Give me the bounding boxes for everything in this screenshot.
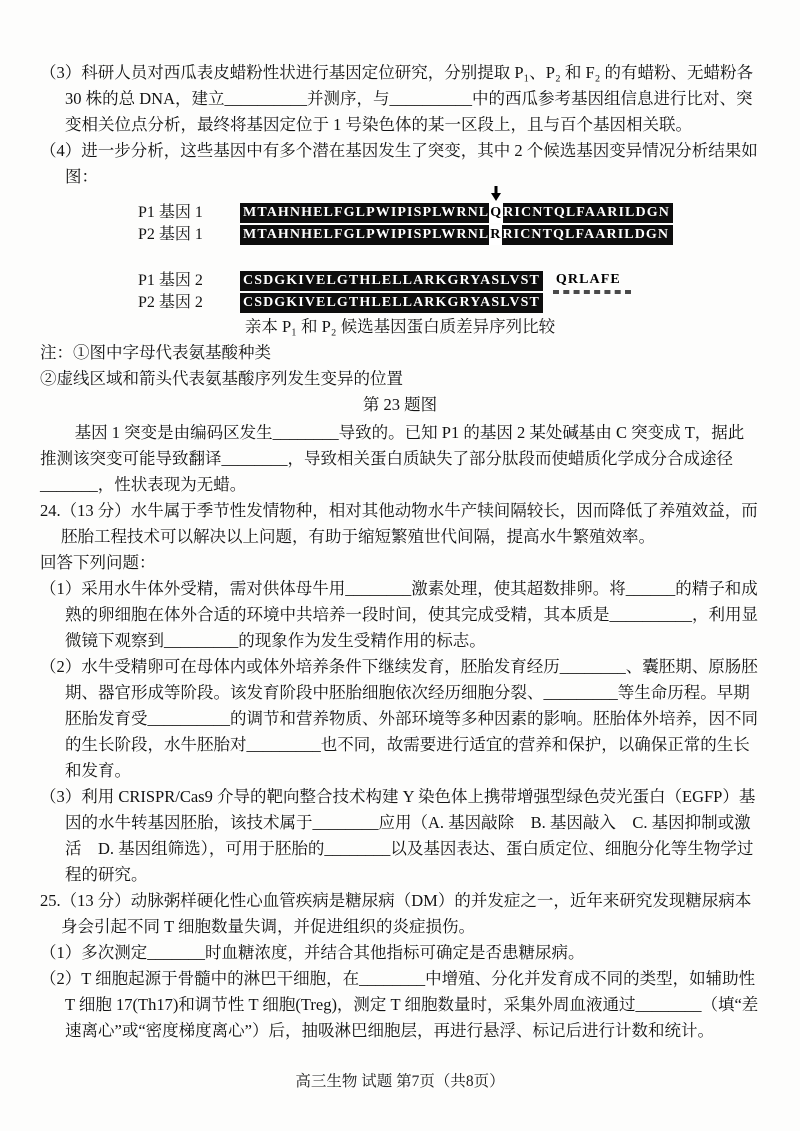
seq-full: CSDGKIVELGTHLELLARKGRYASLVST [243, 295, 540, 310]
q25-intro: 25.（13 分）动脉粥样硬化性心血管疾病是糖尿病（DM）的并发症之一，近年来研究发现糖尿病本身会引起不同 T 细胞数量失调，并促进组织的炎症损伤。 [40, 891, 752, 936]
q23-part4: （4）进一步分析，这些基因中有多个潜在基因发生了突变，其中 2 个候选基因变异情况分析结果如图： [40, 141, 758, 186]
gene1-alignment [138, 202, 760, 246]
q25-part1: （1）多次测定_______时血糖浓度，并结合其他指标可确定是否患糖尿病。 [40, 943, 585, 962]
variant-residue [489, 203, 503, 223]
q23-figure [40, 202, 760, 418]
sequence-bar [240, 203, 673, 223]
row-label: P2 基因 1 [138, 226, 203, 243]
sequence-bar [240, 225, 673, 245]
q24-part2: （2）水牛受精卵可在母体内或体外培养条件下继续发育，胚胎发育经历________、囊胚期、原肠胚期、器官形成等阶段。该发育阶段中胚胎细胞依次经历细胞分裂、_________等生命历程。早期胚胎发育受__________的调节和营养物质、外部环境等多种因素的影响。胚胎体外培养，因不同的生长阶段，水牛胚胎对_________也不同，故需要进行适宜的营养和保护，以确保正常的生长和发育。 [40, 657, 758, 780]
seq-post: RICNTQLFAARILDGN [503, 205, 670, 220]
variant-residue [489, 225, 502, 245]
page-footer: 高三生物 试题 第7页（共8页） [295, 1073, 505, 1090]
dashed-variant-region [553, 272, 631, 294]
seq-post: RICNTQLFAARILDGN [502, 227, 670, 242]
sequence-bar [240, 271, 543, 291]
gene2-alignment [138, 270, 760, 314]
q24-part3: （3）利用 CRISPR/Cas9 介导的靶向整合技术构建 Y 染色体上携带增强型绿色荧光蛋白（EGFP）基因的水牛转基因胚胎，该技术属于________应用（A. 基因敲除 B. 基因敲入 C. 基因抑制或激活 D. 基因组筛选），可用于胚胎的________以及基因表达、蛋白质定位、细胞分化等生物学过程的研究。 [40, 787, 756, 884]
mutation-arrow-icon [491, 186, 502, 201]
seq-full: CSDGKIVELGTHLELLARKGRYASLVST [243, 273, 540, 288]
row-label: P1 基因 1 [138, 204, 203, 221]
q24-part1: （1）采用水牛体外受精，需对供体母牛用________激素处理，使其超数排卵。将______的精子和成熟的卵细胞在体外合适的环境中共培养一段时间，使其完成受精，其本质是__________，利用显微镜下观察到_________的现象作为发生受精作用的标志。 [40, 579, 758, 650]
q24-intro: 24.（13 分）水牛属于季节性发情物种，相对其他动物水牛产犊间隔较长，因而降低了养殖效益，而胚胎工程技术可以解决以上问题，有助于缩短繁殖世代间隔，提高水牛繁殖效率。 [40, 501, 758, 546]
figure-label: 第 23 题图 [362, 395, 438, 414]
variant-letter: Q [490, 205, 503, 220]
q23-conclusion: 基因 1 突变是由编码区发生________导致的。已知 P1 的基因 2 某处碱基由 C 突变成 T，据此推测该突变可能导致翻译________，导致相关蛋白质缺失了部分肽段而使蜡质化学成分合成途径_______，性状表现为无蜡。 [40, 423, 745, 494]
row-label: P1 基因 2 [138, 272, 203, 289]
figure-note-2: ②虚线区域和箭头代表氨基酸序列发生变异的位置 [40, 369, 403, 388]
seq-pre: MTAHNHELFGLPWIPISPLWRNL [243, 205, 490, 220]
q24-prompt: 回答下列问题： [40, 553, 156, 572]
inserted-residues: QRLAFE [555, 272, 621, 287]
q25-part2: （2）T 细胞起源于骨髓中的淋巴干细胞，在________中增殖、分化并发育成不同的类型，如辅助性 T 细胞 17(Th17)和调节性 T 细胞(Treg)，测定 T 细胞数量时，采集外周血液通过________（填“差速离心”或“密度梯度离心”）后，抽吸淋巴细胞层，再进行悬浮、标记后进行计数和统计。 [40, 969, 759, 1040]
seq-pre: MTAHNHELFGLPWIPISPLWRNL [243, 227, 490, 242]
q23-part3: （3）科研人员对西瓜表皮蜡粉性状进行基因定位研究，分别提取 P₁、P₂ 和 F₂ 的有蜡粉、无蜡粉各 30 株的总 DNA，建立__________并测序，与__________中的西瓜参考基因组信息进行比对、突变相关位点分析，最终将基因定位于 1 号染色体的某一区段上，且与百个基因相关联。 [40, 63, 754, 134]
figure-caption: 亲本 P₁ 和 P₂ 候选基因蛋白质差异序列比较 [244, 317, 556, 336]
variant-letter: R [490, 227, 502, 242]
sequence-bar [240, 293, 543, 313]
figure-note-1: 注：①图中字母代表氨基酸种类 [40, 343, 271, 362]
row-label: P2 基因 2 [138, 294, 203, 311]
